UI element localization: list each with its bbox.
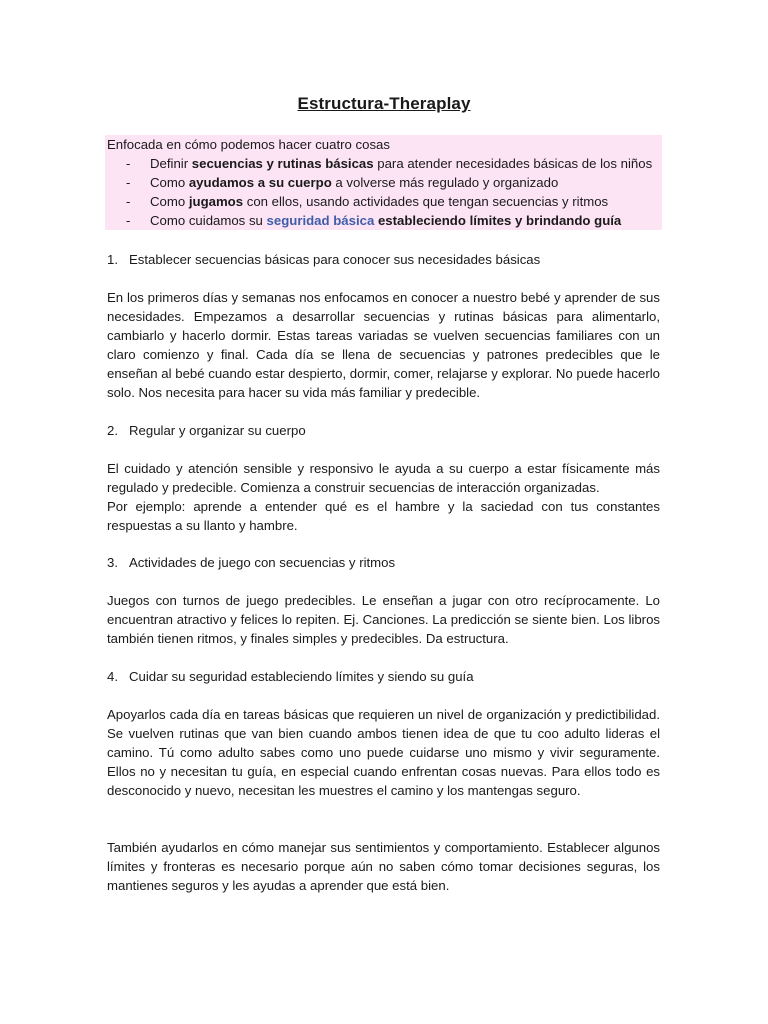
section-heading-text: Regular y organizar su cuerpo: [129, 423, 306, 438]
intro-bullet: [107, 192, 662, 211]
section-number: 4.: [107, 669, 118, 684]
section-heading-3: [107, 553, 395, 572]
section-paragraph: También ayudarlos en cómo manejar sus sentimientos y comportamiento. Establecer algunos límites y fronteras es necesario porque aún no saben cómo tomar decisiones seguras, los mantienes seguros y les ayudas a aprender que está bien.: [107, 840, 660, 893]
intro-lead: Enfocada en cómo podemos hacer cuatro cosas: [107, 137, 390, 152]
section-paragraph: En los primeros días y semanas nos enfocamos en conocer a nuestro bebé y aprender de sus necesidades. Empezamos a desarrollar secuencias y rutinas básicas para alimentarlo, cambiarlo y hacerlo dormir. Estas tareas variadas se vuelven secuencias familiares con un claro comienzo y final. Cada día se llena de secuencias y patrones predecibles que le enseñan al bebé cuando estar despierto, dormir, comer, relajarse y explorar. No puede hacerlo solo. Nos necesita para hacer su vida más familiar y predecible.: [107, 290, 660, 400]
section-number: 1.: [107, 252, 118, 267]
bullet-marker: -: [126, 194, 131, 209]
section-paragraph: Juegos con turnos de juego predecibles. Le enseñan a jugar con otro recíprocamente. Lo encuentran atractivo y felices lo repiten. Ej. Canciones. La predicción se siente bien. Los libros también tienen ritmos, y finales simples y predecibles. Da estructura.: [107, 593, 660, 646]
page-title: Estructura-Theraplay: [297, 94, 471, 113]
bullet-bold-text: ayudamos a su cuerpo: [188, 175, 332, 190]
bullet-text: a volverse más regulado y organizado: [331, 175, 559, 190]
bullet-text: Como: [150, 194, 189, 209]
bullet-marker: -: [126, 213, 131, 228]
intro-highlight-block: [105, 135, 662, 230]
section-heading-text: Cuidar su seguridad estableciendo límites y siendo su guía: [129, 669, 474, 684]
section-paragraph: Por ejemplo: aprende a entender qué es el hambre y la saciedad con tus constantes respuestas a su llanto y hambre.: [107, 499, 660, 533]
bullet-bold-text: jugamos: [188, 194, 244, 209]
bullet-bold-text: secuencias y rutinas básicas: [191, 156, 374, 171]
intro-bullet: [107, 154, 662, 173]
intro-bullet: [107, 211, 662, 230]
bullet-marker: -: [126, 156, 131, 171]
section-heading-text: Establecer secuencias básicas para conocer sus necesidades básicas: [129, 252, 541, 267]
bullet-text: Definir: [150, 156, 192, 171]
section-heading-text: Actividades de juego con secuencias y ritmos: [129, 555, 396, 570]
section-heading-2: [107, 421, 306, 440]
bullet-marker: -: [126, 175, 131, 190]
bullet-bold-blue-text: seguridad básica: [266, 213, 375, 228]
section-heading-4: [107, 667, 474, 686]
section-paragraph: Apoyarlos cada día en tareas básicas que requieren un nivel de organización y predictibilidad. Se vuelven rutinas que van bien cuando ambos tienen idea de que tu coo adulto lideras el camino. Tú como adulto sabes como uno puede cuidarse uno mismo y vivir seguramente. Ellos no y necesitan tu guía, en especial cuando enfrentan cosas nuevas. Para ellos todo es desconocido y nuevo, necesitan les muestres el camino y los mantengas seguro.: [107, 707, 660, 798]
bullet-text: Como: [150, 175, 189, 190]
bullet-bold-text: estableciendo límites y brindando guía: [374, 213, 622, 228]
section-heading-1: [107, 250, 540, 269]
intro-bullet: [107, 173, 662, 192]
section-number: 2.: [107, 423, 118, 438]
bullet-text: con ellos, usando actividades que tengan secuencias y ritmos: [243, 194, 609, 209]
section-number: 3.: [107, 555, 118, 570]
bullet-text: para atender necesidades básicas de los niños: [373, 156, 653, 171]
section-paragraph: El cuidado y atención sensible y responsivo le ayuda a su cuerpo a estar físicamente más regulado y predecible. Comienza a construir secuencias de interacción organizadas.: [107, 461, 660, 495]
bullet-text: Como cuidamos su: [150, 213, 267, 228]
